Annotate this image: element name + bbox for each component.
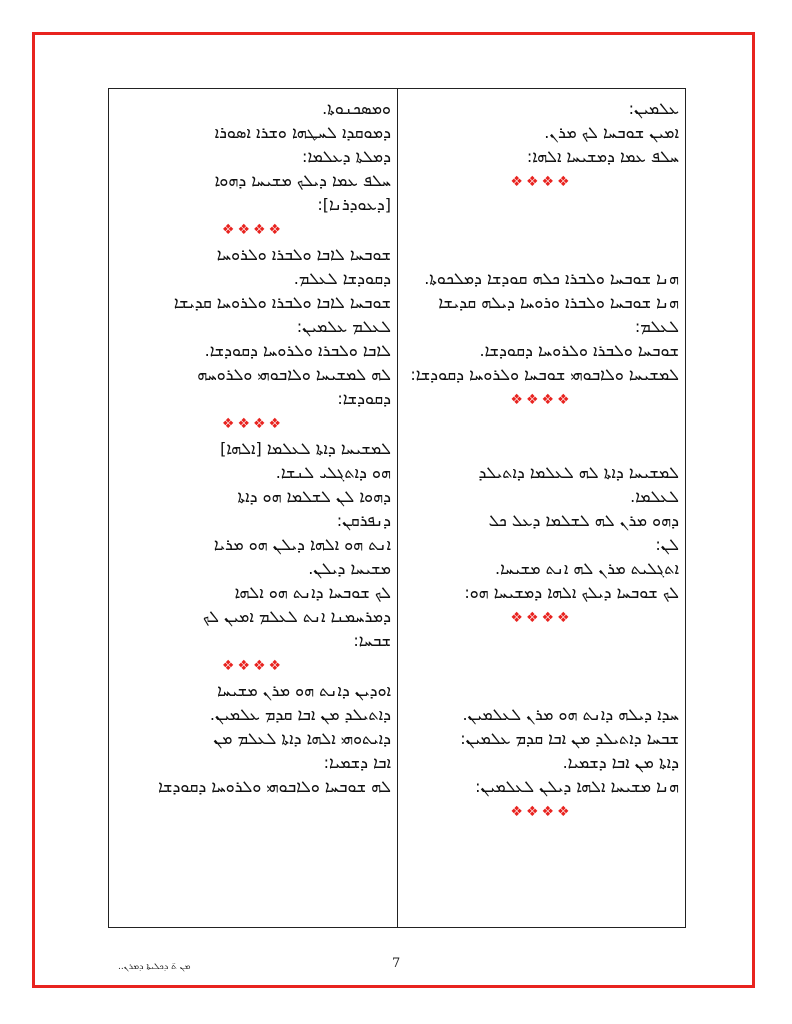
text-line: ܘܡܣܟܢܘܬܐ. [322, 99, 391, 118]
section-divider-stars: ❖❖❖❖ [221, 416, 285, 432]
spacer [404, 219, 679, 243]
text-line: ܠܥܠܡ ܥܠܡܝܢ: [296, 317, 391, 336]
text-line: ܠܟ ܫܘܒܚܐ ܕܝܠܟ ܐܠܗܐ ܕܡܫܝܚܐ ܗܘ: [464, 583, 679, 602]
text-line: ܕܩܘܕܫܐ ܠܥܠܡ. [293, 269, 391, 288]
text-line: ܕܐܝܬܘܗܝ ܐܠܗܐ ܕܐܬܐ ܠܥܠܡ ܡܢ [213, 729, 391, 748]
text-line: ܫܒܚܐ: [353, 631, 391, 650]
text-line: ܕܐܬܐ ܡܢ ܐܒܐ ܕܫܡܝܐ. [562, 753, 679, 772]
text-line: ܗܢܐ ܡܫܝܚܐ ܐܠܗܐ ܕܝܠܢ ܠܥܠܡܝܢ: [475, 777, 679, 796]
section-divider-stars: ❖❖❖❖ [510, 174, 573, 190]
text-line: ܐܬܓܠܝܬ ܡܪܢ ܠܗ ܐܢܬ ܡܫܝܚܐ. [494, 559, 679, 578]
page-number: 7 [392, 956, 401, 971]
text-line: ܫܒܚܐ ܕܐܬܝܠܕ ܡܢ ܐܒܐ ܩܕܡ ܥܠܡܝܢ: [460, 729, 679, 748]
text-line: ܡܫܝܚܐ ܕܝܠܢ. [308, 559, 391, 578]
text-line: ܚܠܦ ܥܡܐ ܕܡܫܝܚܐ ܐܠܗܐ: [526, 147, 679, 166]
spacer [404, 631, 679, 655]
text-line: ܠܡܫܝܚܐ ܕܐܬܐ ܠܗ ܠܥܠܡܐ ܕܐܬܝܠܕ [478, 463, 679, 482]
text-line: ܠܡܫܝܚܐ ܘܠܐܒܘܗܝ ܫܘܒܚܐ ܘܠܪܘܚܐ ܕܩܘܕܫܐ: [410, 365, 679, 384]
text-line: ܐܡܝܢ ܫܘܒܚܐ ܠܟ ܡܪܢ. [544, 123, 679, 142]
text-line: ܥܠܡܝܢ: [628, 99, 679, 118]
text-line: ܕܡܘܩܕܐ ܠܚܛܗܐ ܘܫܪܐ ܐܣܘܪܐ [214, 123, 391, 142]
text-line: ܐܘܕܝܢ ܕܐܢܬ ܗܘ ܡܪܢ ܡܫܝܚܐ [217, 681, 391, 700]
text-line: ܚܕܐ ܕܝܠܗ ܕܐܢܬ ܗܘ ܡܪܢ ܠܥܠܡܝܢ. [462, 705, 679, 724]
text-line: ܗܢܐ ܫܘܒܚܐ ܘܠܒܪܐ ܘܪܘܚܐ ܕܝܠܗ ܩܕܝܫܐ [438, 293, 679, 312]
text-line: ܫܘܒܚܐ ܠܐܒܐ ܘܠܒܪܐ ܘܠܪܘܚܐ ܩܕܝܫܐ [173, 293, 391, 312]
text-line: ܕܩܘܕܫܐ: [337, 389, 391, 408]
section-divider-stars: ❖❖❖❖ [510, 610, 573, 626]
text-line: ܕܐܬܝܠܕ ܡܢ ܐܒܐ ܩܕܡ ܥܠܡܝܢ. [209, 705, 391, 724]
text-line: ܠܗ ܫܘܒܚܐ ܘܠܐܒܘܗܝ ܘܠܪܘܚܐ ܕܩܘܕܫܐ [158, 777, 391, 796]
text-line: ܠܗ ܠܡܫܝܚܐ ܘܠܐܒܘܗܝ ܘܠܪܘܚܗ [197, 365, 391, 384]
text-line: [ܕܥܘܕܪܢܐ]: [317, 195, 391, 214]
section-divider-stars: ❖❖❖❖ [510, 804, 573, 820]
text-line: ܕܡܠܬܐ ܕܥܠܡܐ: [302, 147, 391, 166]
text-line: ܚܠܦ ܥܡܐ ܕܝܠܟ ܡܫܝܚܐ ܕܗܘܐ [214, 171, 391, 190]
text-line: ܕܢܦܪܩܢ: [336, 511, 391, 530]
right-column [398, 89, 685, 927]
text-line: ܠܡܫܝܚܐ ܕܐܬܐ ܠܥܠܡܐ [ܐܠܗܐ] [220, 439, 391, 458]
text-line: ܫܘܒܚܐ ܘܠܒܪܐ ܘܠܪܘܚܐ ܕܩܘܕܫܐ. [479, 341, 679, 360]
spacer [404, 437, 679, 461]
text-line: ܫܘܒܚܐ ܠܐܒܐ ܘܠܒܪܐ ܘܠܪܘܚܐ [216, 245, 391, 264]
text-line: ܗܘ ܕܐܬܓܠܝ ܠܢܫܐ. [275, 463, 391, 482]
text-line: ܕܗܘ ܡܪܢ ܠܗ ܠܫܠܡܐ ܕܥܠ ܟܠ [488, 511, 679, 530]
text-line: ܗܢܐ ܫܘܒܚܐ ܘܠܒܪܐ ܟܠܗ ܩܘܕܫܐ ܕܡܠܟܘܬܐ. [424, 269, 679, 288]
spacer [404, 243, 679, 267]
section-divider-stars: ❖❖❖❖ [221, 222, 285, 238]
text-line: ܠܢ: [655, 535, 679, 554]
spacer [404, 195, 679, 219]
text-line: ܐܒܐ ܕܫܡܝܐ: [323, 753, 391, 772]
text-line: ܕܡܪܚܡܢܐ ܐܢܬ ܠܥܠܡ ܐܡܝܢ ܠܟ [202, 607, 391, 626]
text-table [108, 88, 686, 928]
text-line: ܠܥܠܡܐ. [630, 487, 679, 506]
spacer [404, 413, 679, 437]
text-line: ܠܥܠܡ: [634, 317, 679, 336]
footer-note: ܡܢ ܬ̈ ܕܟܠܝܬܐ ܕܡܪܢ.. [118, 962, 191, 972]
left-column [109, 89, 398, 927]
spacer [404, 655, 679, 679]
text-line: ܠܟ ܫܘܒܚܐ ܕܐܢܬ ܗܘ ܐܠܗܐ [234, 583, 391, 602]
text-line: ܠܐܒܐ ܘܠܒܪܐ ܘܠܪܘܚܐ ܕܩܘܕܫܐ. [204, 341, 391, 360]
spacer [404, 679, 679, 703]
text-line: ܐܢܬ ܗܘ ܐܠܗܐ ܕܝܠܢ ܗܘ ܡܪܝܐ [213, 535, 391, 554]
text-line: ܕܗܘܐ ܠܢ ܠܫܠܡܐ ܗܘ ܕܐܬܐ [237, 487, 391, 506]
section-divider-stars: ❖❖❖❖ [510, 392, 573, 408]
section-divider-stars: ❖❖❖❖ [221, 658, 285, 674]
